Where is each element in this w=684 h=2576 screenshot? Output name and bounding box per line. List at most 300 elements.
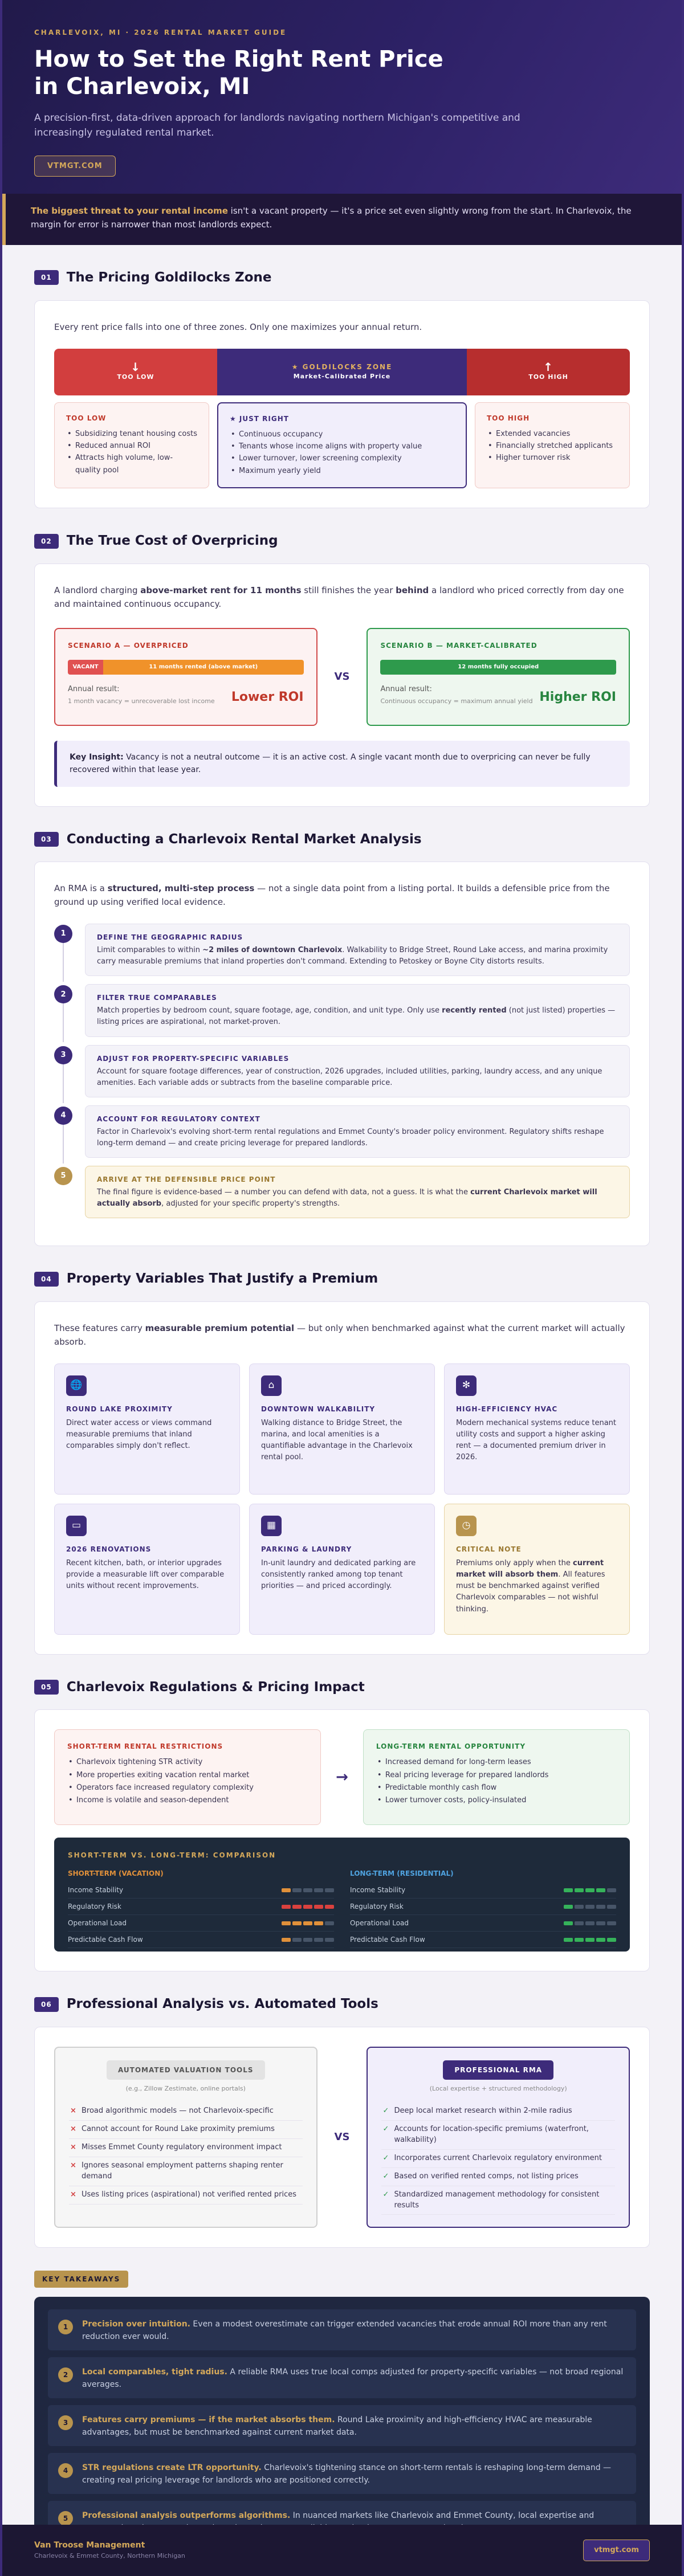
tool-subtitle: (e.g., Zillow Zestimate, online portals) (125, 2084, 246, 2092)
text: Premiums only apply when the (456, 1558, 573, 1567)
card-title: SHORT-TERM RENTAL RESTRICTIONS (67, 1742, 223, 1751)
meter-segment (325, 1888, 334, 1892)
list-item: • More properties exiting vacation rental market (67, 1769, 308, 1782)
text: Match properties by bedroom count, square footage, age, condition, and unit type. Only use (97, 1006, 442, 1015)
metric-row (68, 1932, 334, 1948)
section-05-header (34, 1677, 650, 1697)
metric-row (68, 1899, 334, 1915)
text: In nuanced markets like Charlevoix and Emmet County, local expertise and (292, 2510, 595, 2520)
step-item (54, 1166, 630, 1218)
regulation-comparison (54, 1729, 630, 1825)
text: Round Lake proximity and high-efficiency HVAC are measurable advantages, but must be benchmarked against current market data. (82, 2415, 592, 2437)
text-strong: behind (396, 585, 429, 595)
step-text: Account for square footage differences, year of construction, 2026 upgrades, included utilities, parking, laundry access, and any unique amenities. Each variable adds or subtracts from the baseline comparable price. (97, 1067, 602, 1087)
scenario-result (380, 684, 616, 707)
zone-details (54, 402, 630, 489)
feature-card (444, 1363, 630, 1495)
section-title: The True Cost of Overpricing (66, 533, 278, 549)
meter-segment (292, 1888, 302, 1892)
company-name: Van Troose Management (34, 2541, 145, 2550)
grid-icon: ▦ (261, 1516, 282, 1536)
takeaway-number: 5 (58, 2511, 73, 2526)
feature-card (54, 1363, 240, 1495)
card-title: TOO LOW (66, 414, 107, 422)
threat-lead: The biggest threat to your rental income (31, 206, 228, 216)
meter-segment (607, 1905, 616, 1909)
website-badge[interactable]: VTMGT.COM (34, 156, 116, 177)
rating-meter (564, 1905, 616, 1909)
clock-icon: ◷ (456, 1516, 477, 1536)
step-title: ARRIVE AT THE DEFENSIBLE PRICE POINT (97, 1175, 276, 1184)
bullet-list (66, 428, 197, 477)
meter-segment (314, 1888, 323, 1892)
text: (not just listed) properties — listing prices are aspirational, not market-proven. (97, 1006, 616, 1027)
takeaway-item (48, 2357, 636, 2398)
feature-title: ROUND LAKE PROXIMITY (66, 1405, 173, 1413)
section-title: Charlevoix Regulations & Pricing Impact (66, 1679, 365, 1695)
text: An RMA is a (54, 883, 108, 894)
feature-text: Modern mechanical systems reduce tenant utility costs and support a higher asking rent — a documented premium driver in 2026. (456, 1418, 616, 1462)
regulations-card (34, 1709, 650, 1971)
section-title: Professional Analysis vs. Automated Tools (66, 1997, 378, 2012)
feature-title: DOWNTOWN WALKABILITY (261, 1405, 376, 1413)
list-item: • Predictable monthly cash flow (376, 1782, 617, 1794)
step-number: 3 (54, 1046, 72, 1064)
zone-sublabel: Market-Calibrated Price (293, 373, 391, 381)
meter-segment (575, 1938, 584, 1942)
text-strong: STR regulations create LTR opportunity. (82, 2463, 262, 2472)
key-takeaways-label: KEY TAKEAWAYS (34, 2271, 128, 2288)
rating-meter (282, 1905, 334, 1909)
card-title: LONG-TERM RENTAL OPPORTUNITY (376, 1742, 526, 1751)
text: a landlord who priced correctly from day one and maintained continuous occupancy. (54, 585, 624, 609)
vacant-segment: VACANT (68, 660, 103, 675)
meter-segment (564, 1888, 573, 1892)
feature-title: CRITICAL NOTE (456, 1545, 522, 1553)
step-box (85, 1105, 630, 1158)
takeaway-text (82, 2366, 626, 2391)
step-item (54, 1045, 630, 1097)
hero-subtitle: A precision-first, data-driven approach for landlords navigating northern Michigan's competitive and increasingly regulated rental market. (34, 112, 520, 139)
list-item: × Uses listing prices (aspirational) not verified rented prices (69, 2186, 303, 2204)
text-strong: Key Insight: (70, 752, 124, 762)
takeaway-text (82, 2318, 626, 2343)
section-number: 04 (34, 1272, 59, 1287)
meter-segment (596, 1938, 605, 1942)
rating-meter (564, 1921, 616, 1925)
list-item: ✓ Accounts for location-specific premiums (waterfront, walkability) (381, 2121, 615, 2150)
feature-text (456, 1558, 618, 1615)
comparison-columns (68, 1868, 616, 1948)
result-note: Continuous occupancy = maximum annual yield (380, 697, 533, 705)
scenario-comparison (54, 628, 630, 726)
meter-segment (596, 1905, 605, 1909)
metric-label: Operational Load (68, 1919, 127, 1928)
zone-too-low (54, 349, 217, 395)
section-title: Property Variables That Justify a Premium (66, 1271, 378, 1287)
step-box (85, 924, 630, 976)
text: — not a single data point from a listing portal. It builds a defensible price from the ground up using verified local evidence. (54, 883, 610, 908)
list-item: • Attracts high volume, low-quality pool (66, 452, 197, 476)
section-intro (54, 1321, 630, 1349)
metric-label: Regulatory Risk (350, 1903, 404, 1911)
meter-segment (607, 1921, 616, 1925)
step-text (97, 1005, 618, 1028)
metric-label: Operational Load (350, 1919, 409, 1928)
bullet-list (67, 1756, 308, 1806)
section-03-header (34, 830, 650, 850)
metric-row (350, 1899, 616, 1915)
metric-row (350, 1915, 616, 1932)
long-term-column (350, 1868, 616, 1948)
meter-segment (314, 1921, 323, 1925)
home-icon: ⌂ (261, 1375, 282, 1396)
meter-segment (585, 1921, 595, 1925)
step-box (85, 1166, 630, 1218)
rma-card (34, 862, 650, 1246)
takeaway-number: 4 (58, 2463, 73, 2478)
tool-subtitle: (Local expertise + structured methodology) (429, 2084, 567, 2092)
section-06-header (34, 1994, 650, 2014)
vs-label: VS (334, 671, 350, 683)
step-connector (63, 1063, 64, 1103)
meter-segment (607, 1938, 616, 1942)
takeaway-number: 3 (58, 2415, 73, 2430)
scenario-result (68, 684, 304, 707)
rating-meter (564, 1938, 616, 1942)
card-title: TOO HIGH (487, 414, 530, 422)
roi-value: Higher ROI (539, 689, 616, 704)
meter-segment (292, 1938, 302, 1942)
takeaway-item (48, 2309, 636, 2350)
meter-segment (303, 1938, 312, 1942)
text-strong: measurable premium potential (145, 1322, 295, 1333)
section-intro: Every rent price falls into one of three zones. Only one maximizes your annual return. (54, 321, 422, 332)
just-right-card (217, 402, 467, 489)
globe-icon: 🌐 (66, 1375, 87, 1396)
section-title: The Pricing Goldilocks Zone (66, 270, 272, 285)
metric-label: Predictable Cash Flow (350, 1936, 425, 1944)
occupancy-bar (68, 660, 304, 675)
short-term-column (68, 1868, 334, 1948)
roi-value: Lower ROI (231, 689, 304, 704)
meter-segment (303, 1921, 312, 1925)
text-strong: above-market rent for 11 months (140, 585, 302, 595)
list-item: • Extended vacancies (487, 428, 618, 440)
footer (2, 2525, 682, 2576)
rented-segment: 11 months rented (above market) (103, 660, 304, 675)
list-item: × Ignores seasonal employment patterns shaping renter demand (69, 2157, 303, 2186)
list-item: ✓ Based on verified rented comps, not listing prices (381, 2168, 615, 2186)
meter-segment (585, 1888, 595, 1892)
text-strong: Professional analysis outperforms algorithms. (82, 2510, 291, 2520)
result-label: Annual result: (68, 684, 120, 693)
step-connector (63, 942, 64, 982)
text: Charlevoix's tightening stance on short-term rentals is reshaping long-term demand — creating real pricing leverage for landlords who are positioned correctly. (82, 2463, 612, 2485)
metric-row (68, 1915, 334, 1932)
list-item: × Misses Emmet County regulatory environment impact (69, 2139, 303, 2157)
hero-kicker: CHARLEVOIX, MI · 2026 RENTAL MARKET GUIDE (34, 28, 287, 36)
arrow-up-icon: ↑ (543, 360, 553, 374)
meter-segment (575, 1888, 584, 1892)
text-strong: ~2 miles of downtown Charlevoix (202, 946, 343, 955)
list-item: • Charlevoix tightening STR activity (67, 1756, 308, 1769)
meter-segment (575, 1905, 584, 1909)
too-high-card (475, 402, 630, 489)
scenario-b-card (367, 628, 630, 726)
takeaway-item (48, 2405, 636, 2446)
hvac-icon: ✻ (456, 1375, 477, 1396)
tool-badge: AUTOMATED VALUATION TOOLS (107, 2060, 265, 2080)
ltr-opportunity-card (363, 1729, 630, 1825)
text: These features carry (54, 1322, 145, 1333)
section-intro (54, 583, 630, 611)
list-item: • Subsidizing tenant housing costs (66, 428, 197, 440)
overpricing-card (34, 564, 650, 807)
step-text: Factor in Charlevoix's evolving short-term rental regulations and Emmet County's broader policy environment. Regulatory shifts reshape long-term demand — and create pricing leverage for prepared landlords. (97, 1127, 604, 1148)
result-label: Annual result: (380, 684, 432, 693)
meter-segment (282, 1921, 291, 1925)
meter-segment (564, 1938, 573, 1942)
vs-label: VS (334, 2131, 350, 2144)
takeaway-number: 2 (58, 2367, 73, 2382)
list-item: • Higher turnover risk (487, 452, 618, 464)
step-item (54, 1105, 630, 1158)
page-title: How to Set the Right Rent Price in Charlevoix, MI (34, 46, 443, 100)
meter-segment (292, 1905, 302, 1909)
meter-segment (585, 1905, 595, 1909)
meter-segment (564, 1921, 573, 1925)
tool-badge: PROFESSIONAL RMA (443, 2060, 553, 2080)
section-04-header (34, 1269, 650, 1289)
too-low-card (54, 402, 209, 489)
pricing-zone-bar (54, 349, 630, 395)
list-item: • Operators face increased regulatory complexity (67, 1782, 308, 1794)
tools-comparison-card (34, 2027, 650, 2248)
text: The final figure is evidence-based — a number you can defend with data, not a guess. It is what the (97, 1188, 471, 1197)
section-01-header (34, 268, 650, 288)
section-number: 06 (34, 1997, 59, 2012)
text-strong: Precision over intuition. (82, 2319, 190, 2329)
section-number: 02 (34, 534, 59, 549)
feature-text: Recent kitchen, bath, or interior upgrades provide a measurable lift over comparable units without recent improvements. (66, 1558, 225, 1591)
text: . All features must be benchmarked against verified Charlevoix comparables — not wishful thinking. (456, 1570, 605, 1614)
text: Even a modest overestimate can trigger extended vacancies that erode annual ROI more than any rent reduction ever would. (82, 2319, 607, 2341)
zone-label: TOO HIGH (528, 373, 568, 381)
feature-text: In-unit laundry and dedicated parking are consistently ranked among top tenant priorities — and priced accordingly. (261, 1558, 416, 1591)
metric-label: Regulatory Risk (68, 1903, 121, 1911)
text: — but only when benchmarked against what the current market will actually absorb. (54, 1322, 625, 1347)
list-item: ✓ Deep local market research within 2-mile radius (381, 2103, 615, 2121)
text-strong: recently rented (442, 1006, 507, 1015)
feature-card (249, 1363, 435, 1495)
meter-segment (585, 1938, 595, 1942)
text: . Walkability to Bridge Street, Round Lake access, and marina proximity carry measurable premiums that inland properties don't command. Extending to Petoskey or Boyne City distorts results. (97, 946, 608, 966)
step-title: ACCOUNT FOR REGULATORY CONTEXT (97, 1115, 260, 1123)
rating-meter (282, 1888, 334, 1892)
feature-card (54, 1504, 240, 1635)
metric-label: Predictable Cash Flow (68, 1936, 143, 1944)
list-item: • Real pricing leverage for prepared landlords (376, 1769, 617, 1782)
premium-variables-card (34, 1301, 650, 1655)
meter-segment (303, 1888, 312, 1892)
text-strong: current Charlevoix market will actually absorb (97, 1188, 597, 1209)
list-item: ✓ Standardized management methodology for consistent results (381, 2186, 615, 2215)
section-number: 05 (34, 1680, 59, 1695)
metric-row (68, 1882, 334, 1899)
text: A landlord charging (54, 585, 141, 595)
automated-tools-card (54, 2047, 317, 2228)
metric-label: Income Stability (350, 1886, 406, 1895)
step-box (85, 984, 630, 1036)
zone-label: ★ GOLDILOCKS ZONE (291, 363, 393, 372)
zone-too-high (467, 349, 630, 395)
step-box (85, 1045, 630, 1097)
website-button[interactable]: vtmgt.com (583, 2540, 650, 2561)
professional-rma-card (367, 2047, 630, 2228)
list-item: × Broad algorithmic models — not Charlevoix-specific (69, 2103, 303, 2121)
arrow-down-icon: ↓ (131, 360, 141, 374)
step-title: DEFINE THE GEOGRAPHIC RADIUS (97, 933, 243, 942)
section-number: 03 (34, 832, 59, 847)
scenario-title: SCENARIO A — OVERPRICED (68, 641, 189, 650)
critical-note-card (444, 1504, 630, 1635)
scenario-title: SCENARIO B — MARKET-CALIBRATED (380, 641, 538, 650)
bullet-list (487, 428, 618, 464)
list-item: • Income is volatile and season-dependent (67, 1794, 308, 1807)
threat-banner (2, 194, 682, 245)
meter-segment (292, 1921, 302, 1925)
list-item: • Lower turnover costs, policy-insulated (376, 1794, 617, 1807)
step-number: 2 (54, 985, 72, 1003)
text-strong: Features carry premiums — if the market absorbs them. (82, 2415, 335, 2424)
step-item (54, 924, 630, 976)
list-item: • Maximum yearly yield (230, 465, 454, 477)
takeaway-number: 1 (58, 2320, 73, 2334)
step-number: 4 (54, 1107, 72, 1125)
list-item: • Increased demand for long-term leases (376, 1756, 617, 1769)
step-number: 1 (54, 925, 72, 943)
text-strong: Local comparables, tight radius. (82, 2367, 227, 2377)
metric-label: Income Stability (68, 1886, 124, 1895)
arrow-right-icon: → (336, 1768, 348, 1786)
takeaway-text (82, 2414, 626, 2439)
meter-segment (282, 1888, 291, 1892)
list-item: × Cannot account for Round Lake proximity premiums (69, 2121, 303, 2139)
footer-brand (34, 2540, 185, 2561)
rating-meter (564, 1888, 616, 1892)
text: still finishes the year (301, 585, 396, 595)
meter-segment (282, 1905, 291, 1909)
list-item: • Tenants whose income aligns with property value (230, 440, 454, 452)
list-item: • Reduced annual ROI (66, 440, 197, 452)
comparison-title: SHORT-TERM VS. LONG-TERM: COMPARISON (68, 1851, 276, 1860)
feature-title: 2026 RENOVATIONS (66, 1545, 152, 1553)
feature-card (249, 1504, 435, 1635)
section-intro (54, 881, 630, 909)
card-title: ★ JUST RIGHT (230, 414, 289, 423)
feature-title: HIGH-EFFICIENCY HVAC (456, 1405, 558, 1413)
list-item: • Lower turnover, lower screening complexity (230, 452, 454, 464)
meter-segment (596, 1888, 605, 1892)
text: Vacancy is not a neutral outcome — it is an active cost. A single vacant month due to overpricing can never be fully recovered within that lease year. (70, 752, 591, 775)
feature-grid (54, 1363, 630, 1635)
key-takeaways (34, 2297, 650, 2554)
step-number: 5 (54, 1167, 72, 1185)
metric-row (350, 1882, 616, 1899)
feature-text: Walking distance to Bridge Street, the marina, and local amenities is a quantifiable advantage in the Charlevoix rental pool. (261, 1418, 413, 1462)
zone-goldilocks (217, 349, 467, 395)
step-title: FILTER TRUE COMPARABLES (97, 994, 217, 1002)
threat-text: isn't a vacant property — it's a price set even slightly wrong from the start. In Charlevoix, the margin for error is narrower than most landlords expect. (31, 206, 632, 230)
bullet-list (376, 1756, 617, 1806)
meter-segment (282, 1938, 291, 1942)
occupied-segment: 12 months fully occupied (380, 660, 616, 675)
section-number: 01 (34, 270, 59, 285)
column-title: LONG-TERM (RESIDENTIAL) (350, 1869, 454, 1878)
step-connector (63, 1002, 64, 1042)
step-list (54, 924, 630, 1218)
meter-segment (325, 1905, 334, 1909)
section-02-header (34, 531, 650, 551)
text: A reliable RMA uses true local comps adjusted for property-specific variables — not broad regional averages. (82, 2367, 624, 2389)
list-item: • Continuous occupancy (230, 428, 454, 440)
step-item (54, 984, 630, 1036)
meter-segment (607, 1888, 616, 1892)
bullet-list (230, 428, 454, 477)
result-note: 1 month vacancy = unrecoverable lost income (68, 697, 215, 705)
tools-comparison (54, 2047, 630, 2228)
metric-row (350, 1932, 616, 1948)
hero-banner (2, 0, 682, 194)
rating-meter (282, 1938, 334, 1942)
feature-text: Direct water access or views command measurable premiums that inland comparables simply don't reflect. (66, 1418, 212, 1451)
zone-label: TOO LOW (117, 373, 154, 381)
con-list (69, 2103, 303, 2204)
goldilocks-card (34, 300, 650, 509)
section-title: Conducting a Charlevoix Rental Market Analysis (66, 831, 422, 847)
list-item: ✓ Incorporates current Charlevoix regulatory environment (381, 2150, 615, 2168)
scenario-a-card (54, 628, 317, 726)
monitor-icon: ▭ (66, 1516, 87, 1536)
meter-segment (314, 1905, 323, 1909)
str-restrictions-card (54, 1729, 321, 1825)
step-connector (63, 1124, 64, 1164)
list-item: • Financially stretched applicants (487, 440, 618, 452)
rating-meter (282, 1921, 334, 1925)
text-strong: structured, multi-step process (107, 883, 255, 894)
column-title: SHORT-TERM (VACATION) (68, 1869, 164, 1878)
text-strong: current market will absorb them (456, 1558, 604, 1579)
meter-segment (564, 1905, 573, 1909)
takeaway-text (82, 2462, 626, 2487)
feature-title: PARKING & LAUNDRY (261, 1545, 352, 1553)
takeaway-item (48, 2453, 636, 2494)
occupancy-bar (380, 660, 616, 675)
meter-segment (325, 1938, 334, 1942)
key-insight-callout (54, 741, 630, 787)
meter-segment (596, 1921, 605, 1925)
text: Limit comparables to within (97, 946, 203, 955)
pro-list (381, 2103, 615, 2215)
meter-segment (325, 1921, 334, 1925)
company-location: Charlevoix & Emmet County, Northern Michigan (34, 2552, 185, 2560)
step-title: ADJUST FOR PROPERTY-SPECIFIC VARIABLES (97, 1054, 290, 1063)
text: , adjusted for your specific property's strengths. (161, 1199, 340, 1209)
meter-segment (575, 1921, 584, 1925)
meter-segment (314, 1938, 323, 1942)
step-text (97, 945, 618, 967)
